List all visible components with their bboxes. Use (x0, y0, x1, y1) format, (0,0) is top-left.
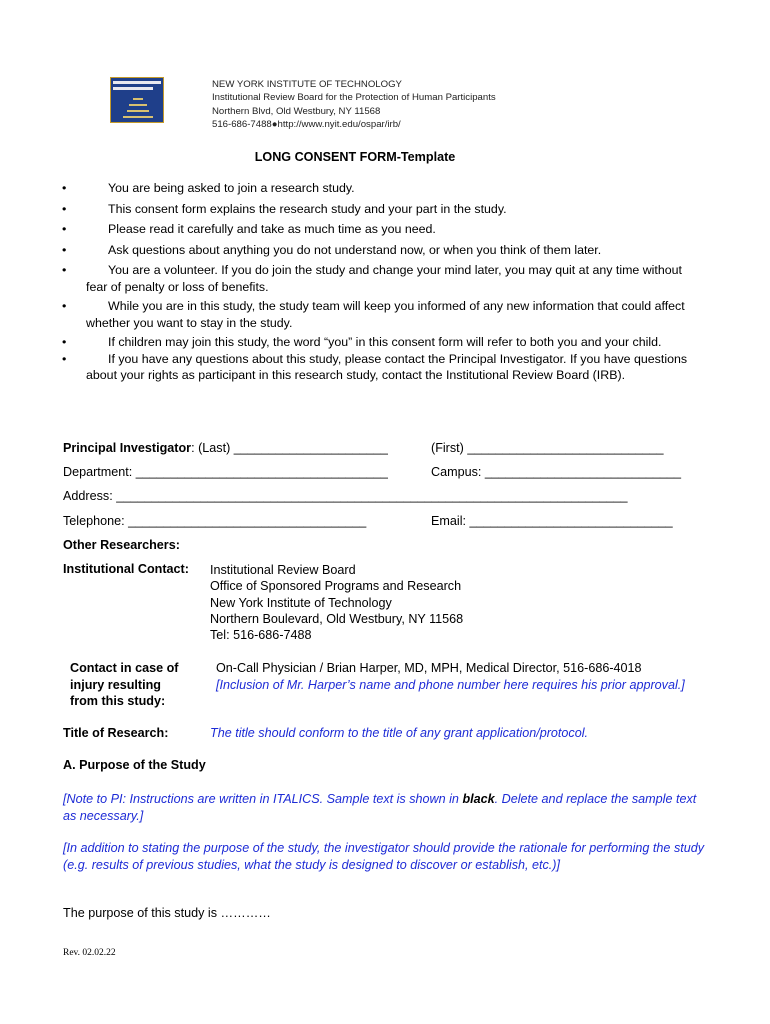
bullet-item: • If you have any questions about this study, please contact the Principal Investigator. If you have questions about your rights as participant in this research study, contact the Institutional Review Board (IRB). (62, 351, 688, 382)
other-researchers-label: Other Researchers: (63, 538, 180, 552)
pi-label: Principal Investigator (63, 441, 192, 455)
contact-line: Office of Sponsored Programs and Research (210, 579, 462, 594)
nyit-logo (110, 77, 164, 123)
rationale-note: [In addition to stating the purpose of the study, the investigator should provide the rationale for performing the study (e.g. results of previous studies, what the study is designed to discover or establish, etc.)] (63, 841, 705, 872)
address-field[interactable]: Address: _________________________________________________________________________ (63, 489, 628, 503)
bullet-item: • You are a volunteer. If you do join the study and change your mind later, you may quit at any time without fear of penalty or loss of benefits. (62, 263, 682, 294)
campus-field[interactable]: Campus: ____________________________ (431, 465, 682, 479)
contact-line: Tel: 516-686-7488 (210, 628, 312, 643)
institution-address: Northern Blvd, Old Westbury, NY 11568 (212, 105, 381, 117)
contact-line: Institutional Review Board (210, 563, 356, 577)
bullet-item: • Ask questions about anything you do not understand now, or when you think of them later. (62, 242, 602, 257)
email-field[interactable]: Email: _____________________________ (431, 514, 673, 528)
purpose-statement: The purpose of this study is ………… (63, 906, 271, 920)
board-name: Institutional Review Board for the Protection of Human Participants (212, 92, 496, 104)
institution-header (212, 78, 496, 132)
revision-label: Rev. 02.02.22 (63, 948, 116, 958)
institutional-contact-label: Institutional Contact: (63, 562, 189, 576)
injury-contact-details (216, 660, 706, 693)
form-title: LONG CONSENT FORM-Template (254, 150, 456, 164)
pi-row (63, 441, 388, 455)
institution-name: NEW YORK INSTITUTE OF TECHNOLOGY (212, 79, 402, 90)
contact-line: New York Institute of Technology (210, 595, 392, 610)
bullet-item: • This consent form explains the research study and your part in the study. (62, 201, 507, 216)
bullet-item: • While you are in this study, the study team will keep you informed of any new information that could affect whether you want to stay in the study. (62, 299, 685, 330)
bullet-item: • If children may join this study, the word “you” in this consent form will refer to both you and your child. (62, 335, 662, 349)
institutional-contact-details (210, 562, 463, 643)
bullet-list (62, 180, 702, 384)
title-of-research-label: Title of Research: (63, 726, 169, 740)
section-a-heading: A. Purpose of the Study (63, 758, 206, 772)
telephone-field[interactable]: Telephone: __________________________________ (63, 514, 367, 528)
department-field[interactable]: Department: ____________________________________ (63, 465, 388, 479)
injury-contact-note: [Inclusion of Mr. Harper’s name and phone number here requires his prior approval.] (216, 677, 685, 692)
black-keyword: black (462, 792, 495, 806)
bullet-item: • Please read it carefully and take as much time as you need. (62, 222, 436, 236)
contact-line: Northern Boulevard, Old Westbury, NY 11568 (210, 611, 464, 626)
pi-last-field[interactable]: : (Last) ______________________ (191, 441, 388, 455)
title-of-research-text: The title should conform to the title of any grant application/protocol. (210, 726, 589, 740)
pi-instruction-note: [Note to PI: Instructions are written in ITALICS. Sample text is shown in black. Delete and replace the sample text as necessary.] (63, 792, 697, 823)
pi-first-field[interactable]: (First) ____________________________ (431, 441, 664, 455)
bullet-item: • You are being asked to join a research study. (62, 181, 355, 195)
injury-contact-label: Contact in case of injury resulting from this study: (70, 661, 179, 708)
institution-contact: 516-686-7488●http://www.nyit.edu/ospar/irb/ (212, 119, 401, 131)
injury-contact-text: On-Call Physician / Brian Harper, MD, MPH, Medical Director, 516-686-4018 (216, 661, 642, 675)
